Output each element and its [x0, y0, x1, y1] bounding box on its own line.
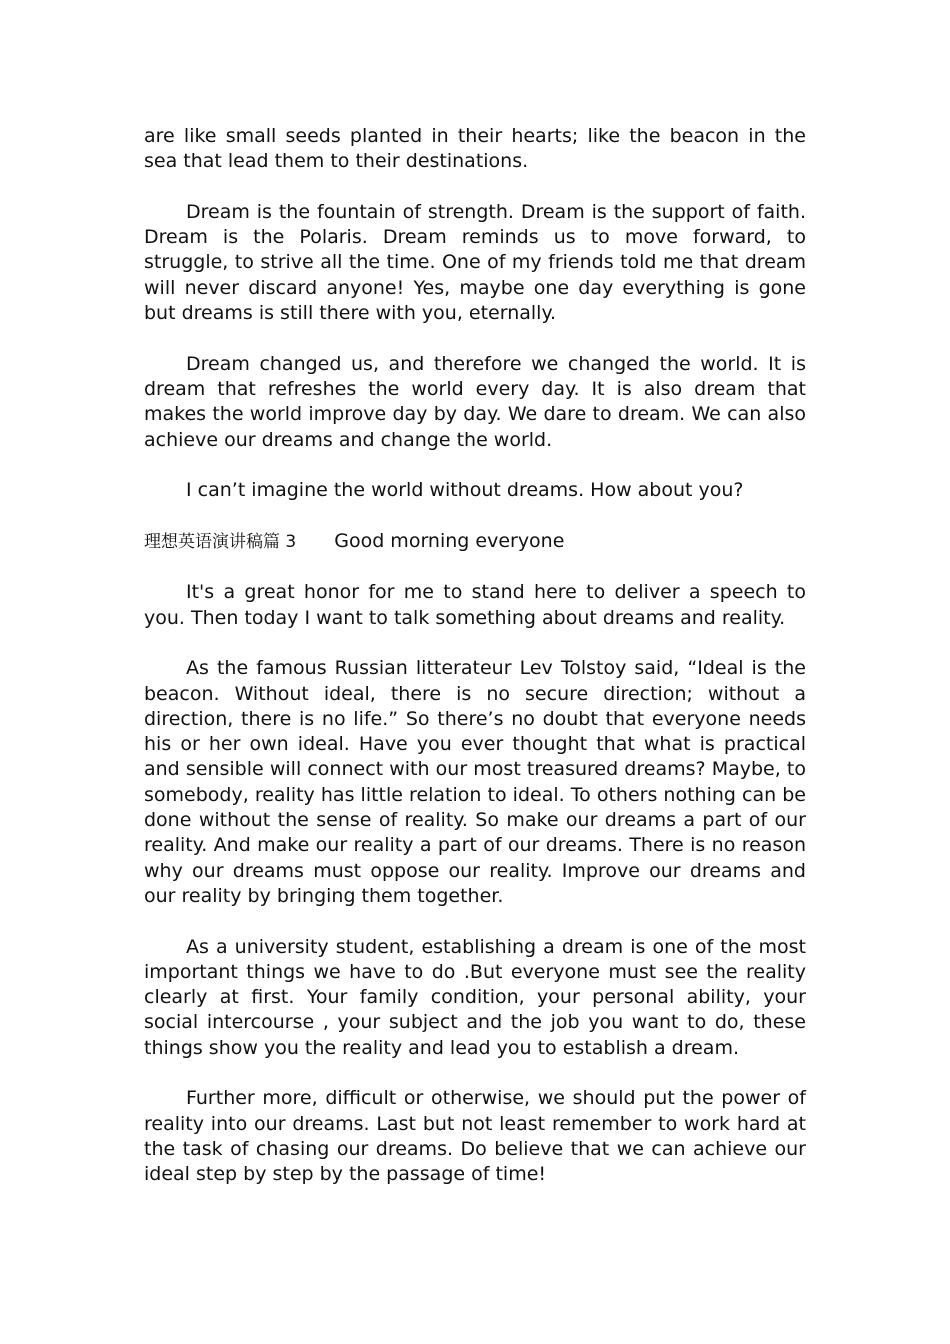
paragraph-honor: It's a great honor for me to stand here to deliver a speech to you. Then today I want to talk something about dreams and reality.	[144, 581, 806, 629]
paragraph-tolstoy: As the famous Russian litterateur Lev Tolstoy said, “Ideal is the beacon. Without ideal, there is no secure direction; without a direction, there is no life.” So there’s no doubt that everyone needs his or her own ideal. Have you ever thought that what is practical and sensible will connect with our most treasured dreams? Maybe, to somebody, reality has little relation to ideal. To others nothing can be done without the sense of reality. So make our dreams a part of our reality. And make our reality a part of our dreams. There is no reason why our dreams must oppose our reality. Improve our dreams and our reality by bringing them together.	[144, 657, 806, 907]
paragraph-university-student: As a university student, establishing a dream is one of the most important things we have to do .But everyone must see the reality clearly at first. Your family condition, your personal ability, your social intercourse , your subject and the job you want to do, these things show you the reality and lead you to establish a dream.	[144, 935, 806, 1059]
section-heading-chinese: 理想英语演讲稿篇 3	[144, 531, 297, 552]
paragraph-further-more: Further more, difficult or otherwise, we should put the power of reality into our dreams. Last but not least remember to work hard at the task of chasing our dreams. Do believe that we can achieve our ideal step by step by the passage of time!	[144, 1087, 806, 1186]
paragraph-seeds: are like small seeds planted in their hearts; like the beacon in the sea that lead them to their destinations.	[144, 125, 806, 173]
section-heading	[144, 529, 806, 555]
document-body	[144, 124, 806, 1213]
paragraph-changed-world: Dream changed us, and therefore we changed the world. It is dream that refreshes the world every day. It is also dream that makes the world improve day by day. We dare to dream. We can also achieve our dreams and change the world.	[144, 352, 806, 451]
paragraph-imagine: I can’t imagine the world without dreams. How about you?	[186, 479, 744, 502]
section-heading-greeting: Good morning everyone	[334, 529, 565, 552]
paragraph-fountain: Dream is the fountain of strength. Dream is the support of faith. Dream is the Polaris. Dream reminds us to move forward, to struggle, to strive all the time. One of my friends told me that dream will never discard anyone! Yes, maybe one day everything is gone but dreams is still there with you, eternally.	[144, 200, 806, 325]
